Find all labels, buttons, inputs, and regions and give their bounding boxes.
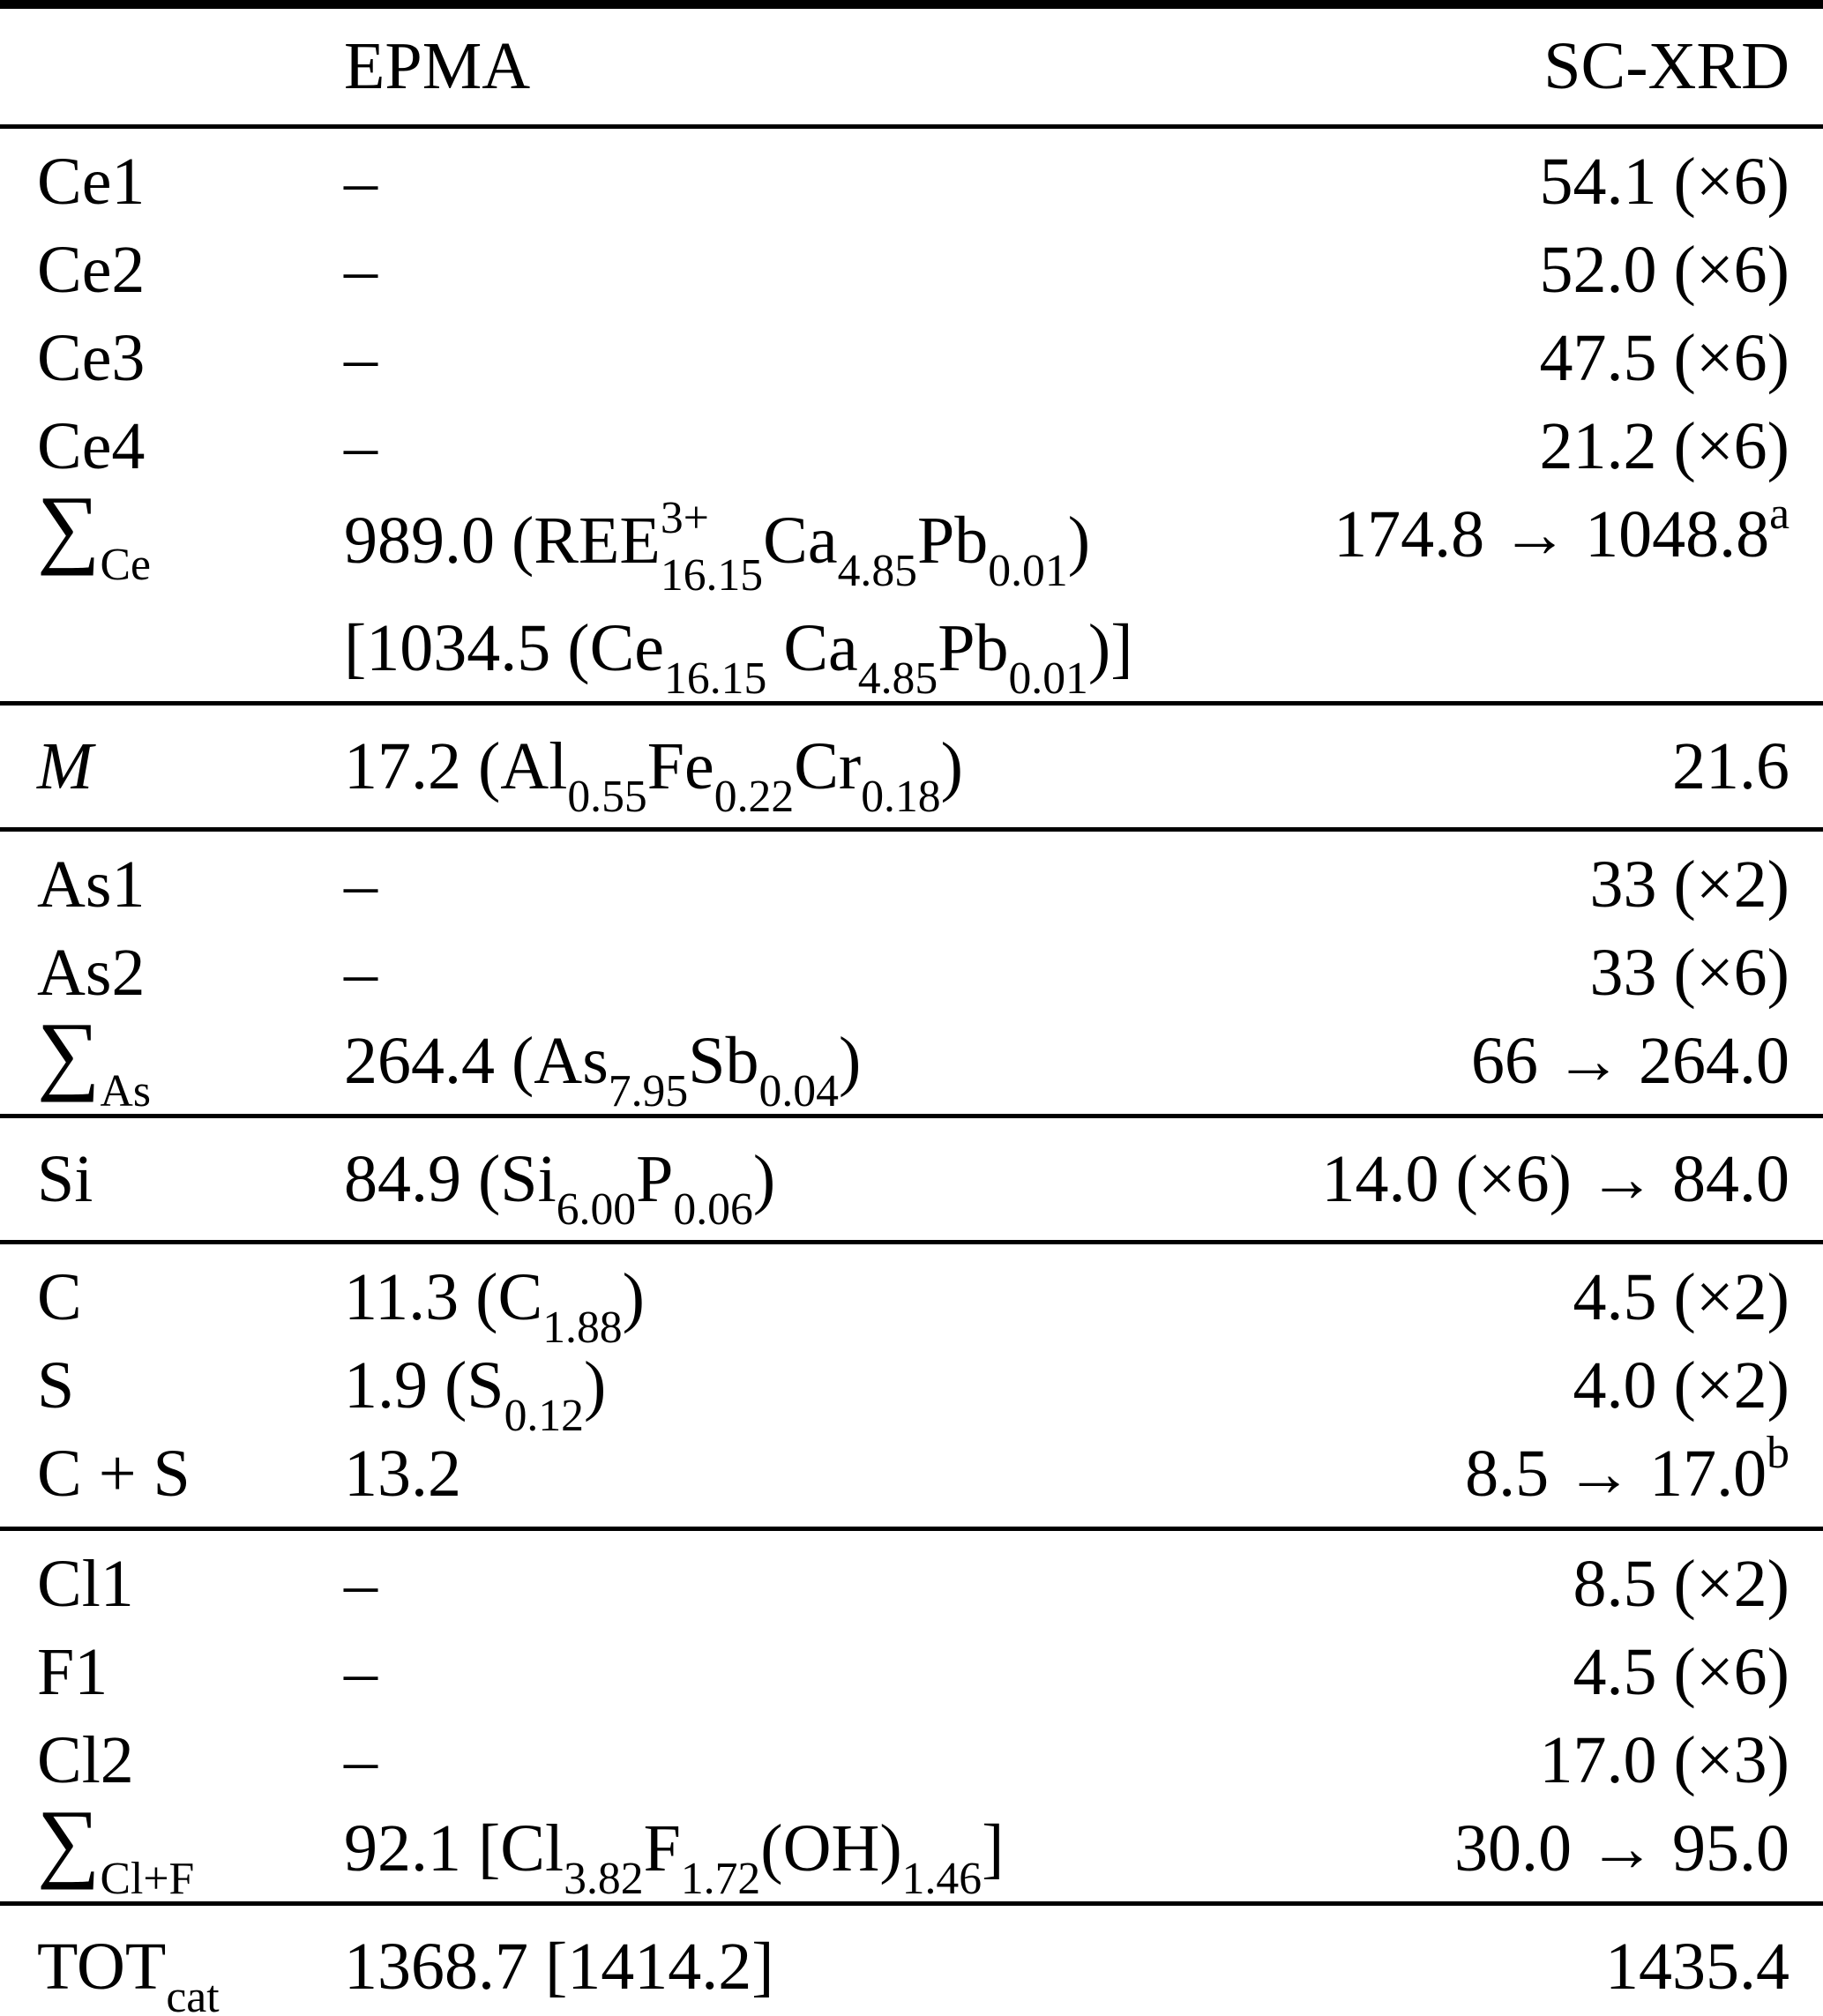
scxrd-value: 21.2 (×6)	[1539, 409, 1789, 483]
scxrd-value: 30.0 → 95.0	[1454, 1811, 1789, 1886]
table-section	[0, 1244, 1823, 1527]
row-label: As1	[37, 847, 146, 922]
row-label: As2	[37, 936, 146, 1011]
sum-symbol: ∑	[37, 1792, 101, 1891]
header-scxrd: SC-XRD	[1543, 29, 1789, 103]
scxrd-value: 21.6	[1672, 729, 1789, 804]
row-label: C + S	[37, 1437, 191, 1512]
row-label: Ce2	[37, 233, 146, 307]
row-label: F1	[37, 1635, 108, 1710]
epma-value: 1.9 $(S_{0.12})$	[344, 1348, 607, 1442]
row-label: Si	[37, 1142, 93, 1217]
scxrd-value: 4.5 (×6)	[1573, 1635, 1789, 1710]
epma-value: 11.3 $(C_{1.88})$	[344, 1260, 645, 1354]
scxrd-value: 33 (×2)	[1589, 847, 1789, 922]
table-row	[0, 1716, 1823, 1804]
table-section	[0, 1531, 1823, 1905]
scxrd-value: 14.0 (×6) → 84.0	[1321, 1142, 1789, 1217]
table-row	[0, 138, 1823, 226]
row-label: C	[37, 1260, 82, 1335]
table-row	[0, 478, 1823, 705]
scxrd-value: 47.5 (×6)	[1539, 321, 1789, 395]
row-label: $\sum_{As}$	[37, 1004, 151, 1117]
top-rule	[0, 0, 1823, 9]
table-section	[0, 1118, 1823, 1240]
scxrd-value: 8.5 → 17.0$^b$	[1465, 1428, 1789, 1512]
epma-value: 264.4 $(As_{7.95}Sb_{0.04})$	[344, 1024, 862, 1117]
epma-value: 989.0 (REE 3+ 16.15 $Ca_{4.85}Pb_{0.01}$) [1034.5 ($Ce_{16.15}$ $Ca_{4.85}Pb_{0.01}$)]	[344, 493, 1133, 705]
table-row	[0, 1341, 1823, 1442]
scxrd-value: 33 (×6)	[1589, 936, 1789, 1011]
row-label: $\sum_{Ce}$	[37, 478, 151, 590]
row-label: S	[37, 1348, 75, 1423]
row-label: Ce1	[37, 145, 146, 219]
table-row	[0, 402, 1823, 490]
table-row	[0, 226, 1823, 314]
table-row	[0, 1004, 1823, 1117]
row-label: $\sum_{Cl+F}$	[37, 1792, 195, 1905]
epma-value: –	[344, 1547, 377, 1622]
epma-value: 1368.7 [1414.2]	[344, 1930, 774, 2005]
sum-symbol: ∑	[37, 478, 101, 576]
scxrd-value: 17.0 (×3)	[1539, 1723, 1789, 1798]
row-label: Ce4	[37, 409, 146, 483]
table-header-row	[0, 9, 1823, 124]
table-section	[0, 832, 1823, 1117]
scxrd-value: 1435.4	[1605, 1930, 1789, 2005]
table-body	[0, 129, 1823, 2016]
table-row	[0, 314, 1823, 402]
epma-value: 92.1 $[Cl_{3.82}F_{1.72}(OH)_{1.46}]$	[344, 1811, 1005, 1905]
table-section	[0, 1906, 1823, 2016]
epma-value: –	[344, 936, 377, 1011]
table-row	[0, 1430, 1823, 1518]
scxrd-value: 174.8 → 1048.8$^a$	[1334, 488, 1789, 571]
epma-value: –	[344, 847, 377, 922]
scxrd-value: 8.5 (×2)	[1573, 1547, 1789, 1622]
scxrd-value: 4.0 (×2)	[1573, 1348, 1789, 1423]
epma-value: –	[344, 233, 377, 307]
table-row	[0, 929, 1823, 1017]
table-row	[0, 1792, 1823, 1905]
scxrd-value: 52.0 (×6)	[1539, 233, 1789, 307]
row-label: M	[37, 729, 93, 804]
epma-value: –	[344, 321, 377, 395]
epma-value: –	[344, 145, 377, 219]
row-label: Cl2	[37, 1723, 134, 1798]
table-row	[0, 1923, 1823, 2016]
table-row	[0, 840, 1823, 929]
row-label: Ce3	[37, 321, 146, 395]
epma-value: 17.2 $(Al_{0.55}Fe_{0.22}Cr_{0.18})$	[344, 729, 963, 823]
table-row	[0, 1253, 1823, 1354]
table-section	[0, 129, 1823, 705]
epma-value: –	[344, 1723, 377, 1798]
row-label: $TOT_{cat}$	[37, 1930, 220, 2016]
row-label: Cl1	[37, 1547, 134, 1622]
table-row	[0, 1135, 1823, 1236]
epma-value: –	[344, 1635, 377, 1710]
sum-symbol: ∑	[37, 1004, 101, 1103]
scxrd-value: 66 → 264.0	[1471, 1024, 1789, 1099]
scxrd-value: 54.1 (×6)	[1539, 145, 1789, 219]
epma-value: –	[344, 409, 377, 483]
header-epma: EPMA	[344, 29, 531, 103]
scxrd-value: 4.5 (×2)	[1573, 1260, 1789, 1335]
epma-value: 13.2	[344, 1437, 461, 1512]
table-row	[0, 1540, 1823, 1628]
table-section	[0, 706, 1823, 827]
epma-value: 84.9 $(Si_{6.00}P_{0.06})$	[344, 1142, 776, 1236]
table-row	[0, 1628, 1823, 1716]
table-row	[0, 722, 1823, 823]
